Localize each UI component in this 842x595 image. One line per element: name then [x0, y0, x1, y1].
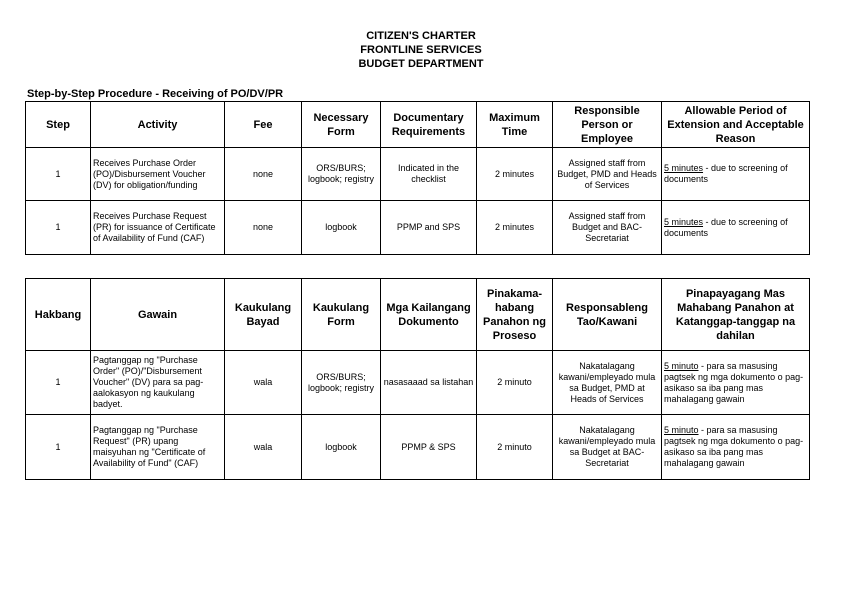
step-cell: 1 [26, 148, 91, 201]
step-cell: 1 [26, 351, 91, 415]
column-header: Necessary Form [302, 102, 381, 148]
column-header: Pinapayagang Mas Mahabang Panahon at Katanggap-tanggap na dahilan [662, 279, 810, 351]
column-header: Responsible Person or Employee [553, 102, 662, 148]
table-row [26, 148, 810, 201]
column-header: Allowable Period of Extension and Acceptable Reason [662, 102, 810, 148]
extension-period: 5 minutes [664, 216, 704, 227]
form-cell: ORS/BURS; logbook; registry [302, 351, 381, 415]
step-cell: 1 [26, 415, 91, 480]
extension-period: 5 minutes [664, 163, 704, 173]
extension-cell [662, 415, 810, 480]
time-cell: 2 minuto [477, 415, 553, 480]
header-line-3: BUDGET DEPARTMENT [358, 58, 484, 70]
procedure-table-english [25, 101, 810, 255]
header-line-2: FRONTLINE SERVICES [360, 44, 482, 56]
form-cell: logbook [302, 201, 381, 255]
form-cell: logbook [302, 415, 381, 480]
extension-reason: - para sa masusing pagtsek ng mga dokumento o pag-asikaso sa iba pang mas mahalagang gawain [664, 360, 804, 404]
column-header: Kaukulang Bayad [225, 279, 302, 351]
column-header: Activity [91, 102, 225, 148]
table-header-row [26, 279, 810, 351]
column-header: Documentary Requirements [381, 102, 477, 148]
fee-cell: wala [225, 351, 302, 415]
extension-cell [662, 201, 810, 255]
table-row [26, 201, 810, 255]
table-row [26, 415, 810, 480]
column-header: Kaukulang Form [302, 279, 381, 351]
document-header [0, 29, 842, 71]
requirements-cell: Indicated in the checklist [381, 148, 477, 201]
responsible-cell: Nakatalagang kawani/empleyado mula sa Budget, PMD at Heads of Services [553, 351, 662, 415]
column-header: Step [26, 102, 91, 148]
requirements-cell: PPMP and SPS [381, 201, 477, 255]
form-cell: ORS/BURS; logbook; registry [302, 148, 381, 201]
time-cell: 2 minuto [477, 351, 553, 415]
fee-cell: wala [225, 415, 302, 480]
table-header-row [26, 102, 810, 148]
extension-period: 5 minuto [664, 360, 699, 371]
column-header: Maximum Time [477, 102, 553, 148]
section-title: Step-by-Step Procedure - Receiving of PO/DV/PR [27, 88, 284, 100]
responsible-cell: Assigned staff from Budget, PMD and Heads of Services [553, 148, 662, 201]
procedure-table-filipino [25, 278, 810, 480]
extension-cell [662, 148, 810, 201]
column-header: Pinakama-habang Panahon ng Proseso [477, 279, 553, 351]
column-header: Hakbang [26, 279, 91, 351]
table-row [26, 351, 810, 415]
activity-cell: Pagtanggap ng "Purchase Order" (PO)/"Disbursement Voucher" (DV) para sa pag-aalokasyon ng kaukulang badyet. [91, 351, 225, 415]
column-header: Mga Kailangang Dokumento [381, 279, 477, 351]
activity-cell: Receives Purchase Request (PR) for issuance of Certificate of Availability of Fund (CAF) [91, 201, 225, 255]
responsible-cell: Assigned staff from Budget and BAC-Secretariat [553, 201, 662, 255]
activity-cell: Pagtanggap ng "Purchase Request" (PR) upang maisyuhan ng "Certificate of Availability of Fund" (CAF) [91, 415, 225, 480]
column-header: Responsableng Tao/Kawani [553, 279, 662, 351]
column-header: Fee [225, 102, 302, 148]
time-cell: 2 minutes [477, 148, 553, 201]
activity-cell: Receives Purchase Order (PO)/Disbursement Voucher (DV) for obligation/funding [91, 148, 225, 201]
extension-period: 5 minuto [664, 425, 699, 435]
requirements-cell: nasasaaad sa listahan [381, 351, 477, 415]
extension-reason: - para sa masusing pagtsek ng mga dokumento o pag-asikaso sa iba pang mas mahalagang gawain [664, 425, 804, 468]
requirements-cell: PPMP & SPS [381, 415, 477, 480]
extension-reason: - due to screening of documents [664, 163, 788, 184]
extension-reason: - due to screening of documents [664, 216, 788, 238]
responsible-cell: Nakatalagang kawani/empleyado mula sa Budget at BAC-Secretariat [553, 415, 662, 480]
header-line-1: CITIZEN'S CHARTER [366, 30, 476, 42]
time-cell: 2 minutes [477, 201, 553, 255]
fee-cell: none [225, 148, 302, 201]
extension-cell [662, 351, 810, 415]
fee-cell: none [225, 201, 302, 255]
step-cell: 1 [26, 201, 91, 255]
column-header: Gawain [91, 279, 225, 351]
